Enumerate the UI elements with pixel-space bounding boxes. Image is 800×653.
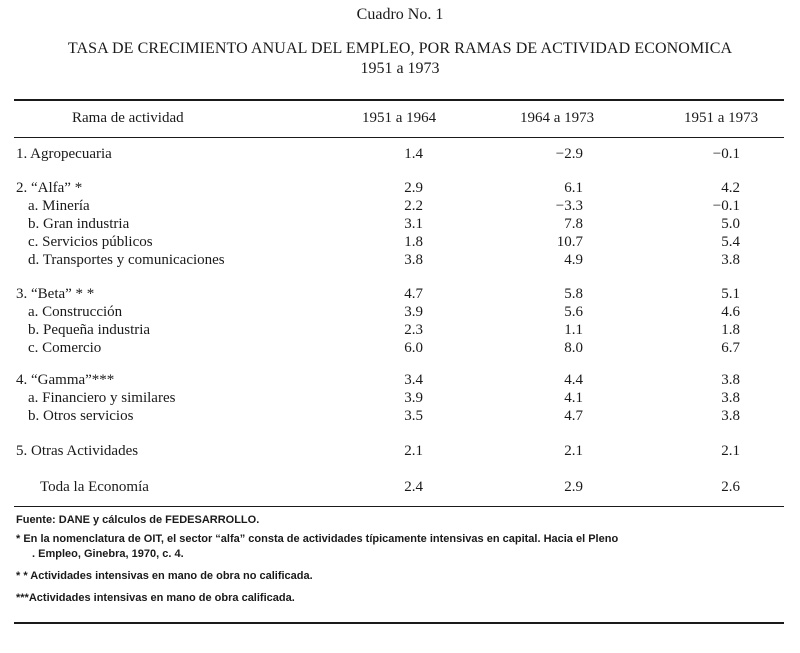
row-label: a. Minería — [28, 198, 90, 214]
row-label: d. Transportes y comunicaciones — [28, 252, 225, 268]
source-note: Fuente: DANE y cálculos de FEDESARROLLO. — [16, 514, 260, 526]
row-label: b. Pequeña industria — [28, 322, 151, 338]
footnote-beta: * * Actividades intensivas en mano de obra no calificada. — [16, 570, 313, 582]
row-value-v2: 4.4 — [564, 372, 583, 388]
row-label: 5. Otras Actividades — [16, 443, 139, 459]
table-bottom-rule — [14, 622, 784, 624]
row-label: c. Servicios públicos — [28, 234, 153, 250]
row-label: b. Otros servicios — [28, 408, 134, 424]
table-number: Cuadro No. 1 — [356, 6, 444, 23]
row-label: b. Gran industria — [28, 216, 130, 232]
row-value-v3: 3.8 — [721, 408, 740, 424]
header-1951-1973: 1951 a 1973 — [684, 110, 759, 126]
footnote-alfa: * En la nomenclatura de OIT, el sector “alfa” consta de actividades típicamente intensivas en capital. Hacia el Pleno — [16, 533, 619, 545]
row-value-v1: 2.4 — [404, 479, 423, 495]
header-1951-1964: 1951 a 1964 — [362, 110, 437, 126]
row-value-v3: 5.1 — [721, 286, 740, 302]
header-1964-1973: 1964 a 1973 — [520, 110, 595, 126]
row-value-v3: 3.8 — [721, 252, 740, 268]
row-value-v1: 3.4 — [404, 372, 423, 388]
row-value-v3: 4.6 — [721, 304, 740, 320]
row-value-v2: 1.1 — [564, 322, 583, 338]
row-label: Toda la Economía — [40, 479, 149, 495]
row-value-v2: −2.9 — [555, 146, 583, 162]
row-value-v1: 3.1 — [404, 216, 423, 232]
summary-rule — [14, 506, 784, 507]
row-value-v3: 2.1 — [721, 443, 740, 459]
header-rule — [14, 137, 784, 138]
row-value-v3: 2.6 — [721, 479, 740, 495]
row-value-v3: 3.8 — [721, 372, 740, 388]
row-label: a. Financiero y similares — [28, 390, 176, 406]
row-value-v1: 3.5 — [404, 408, 423, 424]
row-value-v2: −3.3 — [555, 198, 583, 214]
row-value-v1: 4.7 — [404, 286, 423, 302]
row-value-v1: 3.9 — [404, 390, 423, 406]
table-title: TASA DE CRECIMIENTO ANUAL DEL EMPLEO, POR RAMAS DE ACTIVIDAD ECONOMICA — [67, 40, 733, 57]
row-label: 3. “Beta” * * — [16, 286, 95, 302]
row-value-v2: 4.7 — [564, 408, 583, 424]
row-value-v2: 10.7 — [556, 234, 583, 250]
row-value-v1: 2.2 — [404, 198, 423, 214]
row-value-v2: 2.9 — [564, 479, 583, 495]
row-value-v2: 7.8 — [564, 216, 583, 232]
row-label: 1. Agropecuaria — [16, 146, 112, 162]
row-value-v2: 4.1 — [564, 390, 583, 406]
row-value-v1: 2.1 — [404, 443, 423, 459]
row-value-v3: 1.8 — [721, 322, 740, 338]
row-value-v2: 5.6 — [564, 304, 583, 320]
row-value-v1: 2.3 — [404, 322, 423, 338]
row-value-v3: −0.1 — [712, 146, 740, 162]
row-value-v1: 3.8 — [404, 252, 423, 268]
header-rama: Rama de actividad — [72, 110, 184, 126]
table-period: 1951 a 1973 — [360, 60, 440, 77]
row-value-v2: 8.0 — [564, 340, 583, 356]
row-value-v2: 5.8 — [564, 286, 583, 302]
row-value-v1: 1.8 — [404, 234, 423, 250]
row-value-v1: 2.9 — [404, 180, 423, 196]
footnote-gamma: ***Actividades intensivas en mano de obra calificada. — [16, 592, 295, 604]
row-label: c. Comercio — [28, 340, 102, 356]
row-value-v3: 3.8 — [721, 390, 740, 406]
row-label: 4. “Gamma”*** — [16, 372, 115, 388]
row-value-v3: 5.4 — [721, 234, 740, 250]
row-value-v1: 3.9 — [404, 304, 423, 320]
row-value-v3: 6.7 — [721, 340, 740, 356]
row-label: a. Construcción — [28, 304, 123, 320]
row-value-v3: −0.1 — [712, 198, 740, 214]
row-value-v2: 2.1 — [564, 443, 583, 459]
row-value-v2: 6.1 — [564, 180, 583, 196]
row-value-v1: 6.0 — [404, 340, 423, 356]
row-value-v2: 4.9 — [564, 252, 583, 268]
table-top-rule — [14, 99, 784, 101]
row-label: 2. “Alfa” * — [16, 180, 83, 196]
row-value-v3: 4.2 — [721, 180, 740, 196]
footnote-alfa-cont: . Empleo, Ginebra, 1970, c. 4. — [32, 548, 184, 560]
row-value-v3: 5.0 — [721, 216, 740, 232]
row-value-v1: 1.4 — [404, 146, 423, 162]
